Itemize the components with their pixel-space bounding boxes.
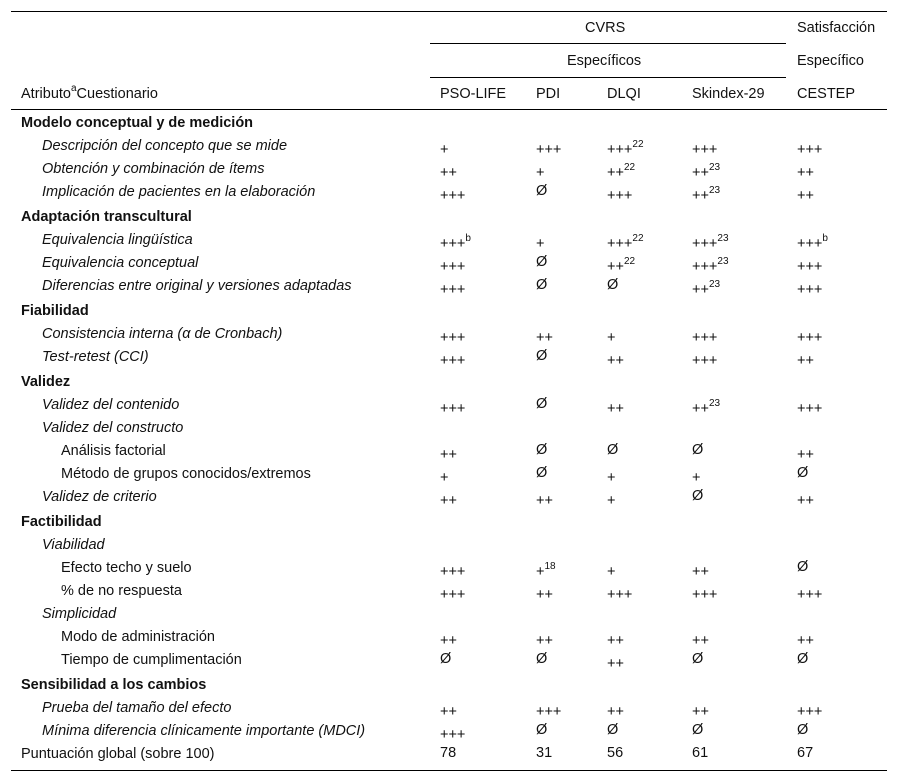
table-cell: 78: [440, 745, 457, 761]
footnote-ref: 22: [623, 162, 636, 174]
table-cell: ++$^{22}$: [607, 162, 636, 181]
table-cell: +++$^{23}$: [692, 233, 729, 252]
row-label: Método de grupos conocidos/extremos: [61, 466, 311, 482]
table-cell: Ø: [440, 651, 452, 667]
row-label: Equivalencia conceptual: [42, 255, 199, 271]
table-cell: +++: [692, 330, 718, 346]
table-cell: +: [607, 470, 616, 486]
table-cell: +++: [797, 142, 823, 158]
table-cell: +++: [440, 259, 466, 275]
table-cell: Ø: [692, 722, 704, 738]
section-heading: Factibilidad: [21, 514, 102, 530]
footnote-ref: 23: [708, 398, 721, 410]
table-cell: +++$^{22}$: [607, 233, 644, 252]
table-cell: ++: [536, 587, 553, 603]
table-cell: +++$^b$: [797, 233, 828, 252]
table-cell: +++: [440, 353, 466, 369]
table-cell: ++: [536, 330, 553, 346]
header-especifico: Específico: [797, 53, 864, 69]
table-cell: ++: [797, 633, 814, 649]
table-cell: ++: [692, 564, 709, 580]
row-label: Prueba del tamaño del efecto: [42, 700, 232, 716]
row-label: Obtención y combinación de ítems: [42, 161, 265, 177]
table-cell: ++$^{23}$: [692, 279, 721, 298]
row-label: Implicación de pacientes en la elaboración: [42, 184, 316, 200]
table-cell: +++: [440, 401, 466, 417]
table-cell: +++: [797, 330, 823, 346]
header-especificos: Específicos: [567, 53, 642, 69]
header-bottom-rule: [11, 109, 887, 110]
table-cell: ++: [536, 633, 553, 649]
table-cell: ++: [607, 353, 624, 369]
header-atributo: Atributo: [21, 86, 71, 102]
table-cell: +++: [440, 282, 466, 298]
table-cell: +++: [692, 353, 718, 369]
row-label: Efecto techo y suelo: [61, 560, 192, 576]
table-cell: ++$^{23}$: [692, 398, 721, 417]
table-cell: 61: [692, 745, 709, 761]
table-cell: +++: [797, 587, 823, 603]
header-cvrs: CVRS: [585, 20, 626, 36]
table-cell: Ø: [536, 651, 548, 667]
table-cell: +: [440, 470, 449, 486]
table-cell: +: [536, 236, 545, 252]
col-header-pdi: PDI: [536, 86, 561, 102]
table-cell: ++$^{23}$: [692, 185, 721, 204]
row-label: Análisis factorial: [61, 443, 166, 459]
table-cell: +++: [536, 704, 562, 720]
row-label: Test-retest (CCI): [42, 349, 149, 365]
footnote-ref: 22: [632, 233, 644, 245]
table-cell: Ø: [692, 651, 704, 667]
cvrs-underline: [430, 43, 786, 44]
table-cell: +$^{18}$: [536, 561, 556, 580]
row-label: Validez del constructo: [42, 420, 184, 436]
header-footnote-a: a: [70, 83, 77, 95]
table-cell: ++: [607, 633, 624, 649]
footnote-ref: 22: [623, 256, 636, 268]
table-cell: ++: [607, 704, 624, 720]
table-cell: +++$^{23}$: [692, 256, 729, 275]
table-cell: +++: [692, 142, 718, 158]
row-label: Consistencia interna (α de Cronbach): [42, 326, 283, 342]
table-cell: +++: [797, 282, 823, 298]
table-cell: Ø: [607, 277, 619, 293]
col-header-pso-life: PSO-LIFE: [440, 86, 507, 102]
table-cell: +++: [440, 727, 466, 743]
section-heading: Fiabilidad: [21, 303, 89, 319]
table-cell: +++$^b$: [440, 233, 471, 252]
table-cell: +++: [797, 401, 823, 417]
table-cell: ++: [797, 353, 814, 369]
table-cell: 56: [607, 745, 624, 761]
table-cell: ++: [797, 188, 814, 204]
table-cell: Ø: [536, 722, 548, 738]
table-cell: Ø: [797, 559, 809, 575]
footnote-ref: b: [465, 233, 471, 245]
table-cell: ++: [607, 656, 624, 672]
table-cell: +++: [797, 704, 823, 720]
table-cell: Ø: [536, 465, 548, 481]
table-cell: 67: [797, 745, 814, 761]
table-cell: ++: [440, 633, 457, 649]
row-label: Mínima diferencia clínicamente importante (MDCI): [42, 723, 366, 739]
table-cell: Ø: [536, 348, 548, 364]
table-cell: +++: [607, 587, 633, 603]
section-heading: Validez: [21, 374, 71, 390]
bottom-rule: [11, 770, 887, 771]
table-cell: ++: [797, 493, 814, 509]
footnote-ref: 23: [717, 256, 729, 268]
row-label: Validez de criterio: [42, 489, 157, 505]
table-cell: ++: [797, 165, 814, 181]
table-cell: +++: [440, 587, 466, 603]
table-cell: ++$^{22}$: [607, 256, 636, 275]
row-label: Modo de administración: [61, 629, 215, 645]
row-label: Validez del contenido: [42, 397, 180, 413]
row-label: Viabilidad: [42, 537, 105, 553]
table-cell: ++: [440, 704, 457, 720]
row-label: Tiempo de cumplimentación: [61, 652, 242, 668]
table-cell: +: [607, 493, 616, 509]
table-cell: +++: [440, 188, 466, 204]
col-header-skindex: Skindex-29: [692, 86, 765, 102]
table-cell: +++: [440, 564, 466, 580]
table-cell: ++$^{23}$: [692, 162, 721, 181]
table-cell: 31: [536, 745, 553, 761]
row-label: Descripción del concepto que se mide: [42, 138, 288, 154]
table-cell: +++: [440, 330, 466, 346]
col-header-dlqi: DLQI: [607, 86, 641, 102]
table-cell: Ø: [536, 396, 548, 412]
especificos-underline: [430, 77, 786, 78]
footnote-ref: 23: [708, 279, 721, 291]
table-cell: ++: [607, 401, 624, 417]
footnote-ref: b: [822, 233, 828, 245]
table-cell: Ø: [692, 442, 704, 458]
table-cell: ++: [797, 447, 814, 463]
table-cell: ++: [440, 447, 457, 463]
table-cell: ++: [440, 493, 457, 509]
table-cell: Ø: [536, 254, 548, 270]
row-label: % de no respuesta: [61, 583, 182, 599]
row-label: Puntuación global (sobre 100): [21, 746, 215, 762]
header-satisfaccion: Satisfacción: [797, 20, 876, 36]
table-cell: Ø: [607, 722, 619, 738]
table-cell: ++: [440, 165, 457, 181]
section-heading: Modelo conceptual y de medición: [21, 115, 254, 131]
table-cell: +++: [797, 259, 823, 275]
table-cell: Ø: [797, 465, 809, 481]
table-cell: +: [607, 564, 616, 580]
table-cell: +: [607, 330, 616, 346]
footnote-ref: 22: [632, 139, 644, 151]
section-heading: Sensibilidad a los cambios: [21, 677, 207, 693]
table-cell: ++: [692, 633, 709, 649]
table-cell: +: [692, 470, 701, 486]
footnote-ref: 23: [708, 185, 721, 197]
table-cell: Ø: [536, 442, 548, 458]
table-cell: Ø: [607, 442, 619, 458]
header-cuestionario: Cuestionario: [76, 86, 158, 102]
row-label: Simplicidad: [42, 606, 117, 622]
table-cell: Ø: [536, 183, 548, 199]
table-cell: Ø: [536, 277, 548, 293]
table-cell: +++$^{22}$: [607, 139, 644, 158]
table-cell: +++: [692, 587, 718, 603]
table-cell: Ø: [692, 488, 704, 504]
footnote-ref: 23: [717, 233, 729, 245]
col-header-cestep: CESTEP: [797, 86, 856, 102]
section-heading: Adaptación transcultural: [21, 209, 192, 225]
table-cell: ++: [692, 704, 709, 720]
table-cell: +: [536, 165, 545, 181]
footnote-ref: 18: [544, 561, 556, 573]
row-label: Equivalencia lingüística: [42, 232, 193, 248]
table-cell: Ø: [797, 722, 809, 738]
header-row-label: [21, 85, 158, 103]
top-rule: [11, 11, 887, 12]
table-cell: +++: [607, 188, 633, 204]
table-cell: +: [440, 142, 449, 158]
footnote-ref: 23: [708, 162, 721, 174]
row-label: Diferencias entre original y versiones adaptadas: [42, 278, 352, 294]
table-cell: +++: [536, 142, 562, 158]
table-cell: Ø: [797, 651, 809, 667]
table-cell: ++: [536, 493, 553, 509]
